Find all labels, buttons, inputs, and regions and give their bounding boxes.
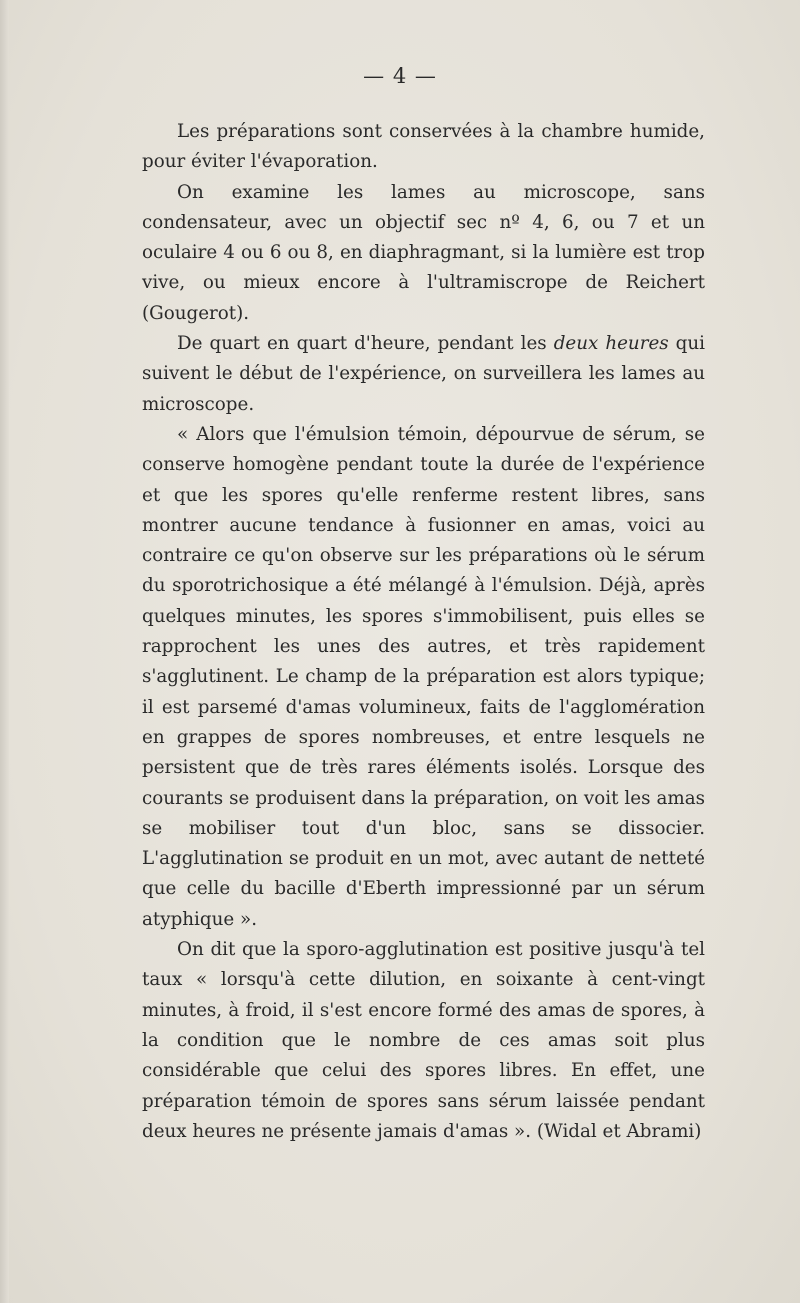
page-binding-edge	[0, 0, 9, 1303]
paragraph-3-end: qui suivent le début de l'expérience, on surveillera les lames au microscope.	[142, 333, 705, 415]
paragraph-3-emphasis: deux heures	[553, 333, 669, 355]
paragraph-1: Les préparations sont conservées à la chambre humide, pour éviter l'évaporation.	[142, 121, 705, 173]
paragraph-3	[142, 329, 705, 420]
paragraph-3-start: De quart en quart d'heure, pendant les	[177, 333, 554, 355]
paragraph-2: On examine les lames au microscope, sans condensateur, avec un objectif sec nº 4, 6, ou 7 et un oculaire 4 ou 6 ou 8, en diaphragmant, si la lumière est trop vive, ou mieux encore à l'ultramiscrope de Reichert (Gougerot).	[142, 181, 705, 324]
body-text	[142, 117, 705, 1147]
paragraph-4-quote: « Alors que l'émulsion témoin, dépourvue de sérum, se conserve homogène pendant toute la durée de l'expérience et que les spores qu'elle renferme restent libres, sans montrer aucune tendance à fusionner en amas, voici au contraire ce qu'on observe sur les préparations où le sérum du sporotrichosique a été mélangé à l'émulsion. Déjà, après quelques minutes, les spores s'immobilisent, puis elles se rapprochent les unes des autres, et très rapidement s'agglutinent. Le champ de la préparation est alors typique; il est parsemé d'amas volumineux, faits de l'agglomération en grappes de spores nombreuses, et entre lesquels ne persistent que de très rares éléments isolés. Lorsque des courants se produisent dans la préparation, on voit les amas se mobiliser tout d'un bloc, sans se dissocier. L'agglutination se produit en un mot, avec autant de netteté que celle du bacille d'Eberth impressionné par un sérum atyphique ».	[142, 423, 705, 930]
page-number: — 4 —	[363, 64, 437, 88]
paragraph-5: On dit que la sporo-agglutination est positive jusqu'à tel taux « lorsqu'à cette dilution, en soixante à cent-vingt minutes, à froid, il s'est encore formé des amas de spores, à la condition que le nombre de ces amas soit plus considérable que celui des spores libres. En effet, une préparation témoin de spores sans sérum laissée pendant deux heures ne présente jamais d'amas ». (Widal et Abrami)	[142, 939, 705, 1142]
